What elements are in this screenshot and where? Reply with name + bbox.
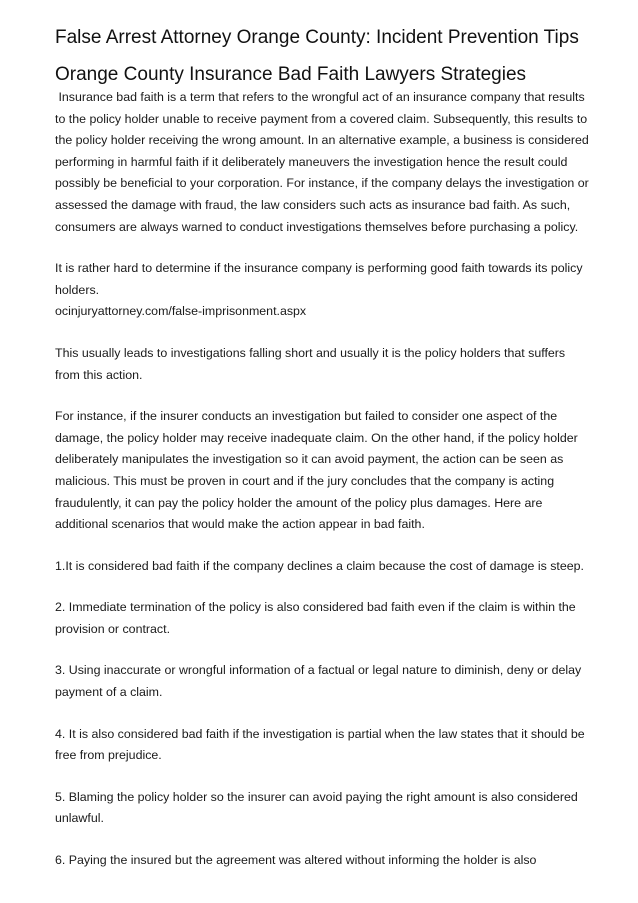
list-item-6: 6. Paying the insured but the agreement was altered without informing the holder is also xyxy=(55,853,537,868)
section-heading: Orange County Insurance Bad Faith Lawyers Strategies xyxy=(55,64,527,85)
source-url: ocinjuryattorney.com/false-imprisonment.aspx xyxy=(55,304,307,319)
list-item-1: 1.It is considered bad faith if the company declines a claim because the cost of damage is steep. xyxy=(55,558,584,573)
paragraph-good-faith: It is rather hard to determine if the insurance company is performing good faith towards its policy holders. xyxy=(55,261,583,297)
list-item-4: 4. It is also considered bad faith if the investigation is partial when the law states that it should be free from prejudice. xyxy=(55,726,585,763)
document-page xyxy=(55,28,593,892)
paragraph-investigations: This usually leads to investigations falling short and usually it is the policy holders that suffers from this action. xyxy=(55,345,566,382)
list-item-3: 3. Using inaccurate or wrongful information of a factual or legal nature to diminish, deny or delay payment of a claim. xyxy=(55,663,582,700)
list-item-2: 2. Immediate termination of the policy is also considered bad faith even if the claim is within the provision or contract. xyxy=(55,600,576,636)
list-item-5: 5. Blaming the policy holder so the insurer can avoid paying the right amount is also considered unlawful. xyxy=(55,789,578,826)
document-title: False Arrest Attorney Orange County: Incident Prevention Tips xyxy=(55,27,579,48)
paragraph-intro: Insurance bad faith is a term that refers to the wrongful act of an insurance company that results to the policy holder unable to receive payment from a covered claim. Subsequently, this results to the policy holder receiving the wrong amount. In an alternative example, a business is considered performing in harmful faith if it deliberately maneuvers the investigation hence the result could possibly be beneficial to your corporation. For instance, if the company delays the investigation or assessed the damage with fraud, the law considers such acts as insurance bad faith. As such, consumers are always warned to conduct investigations themselves before purchasing a policy. xyxy=(55,90,593,234)
paragraph-insurer-example: For instance, if the insurer conducts an investigation but failed to consider one aspect of the damage, the policy holder may receive inadequate claim. On the other hand, if the policy holder deliberately manipulates the investigation so it can avoid payment, the action can be seen as malicious. This must be proven in court and if the jury concludes that the company is acting fraudulently, it can pay the policy holder the amount of the policy plus damages. Here are additional scenarios that would make the action appear in bad faith. xyxy=(55,409,578,532)
